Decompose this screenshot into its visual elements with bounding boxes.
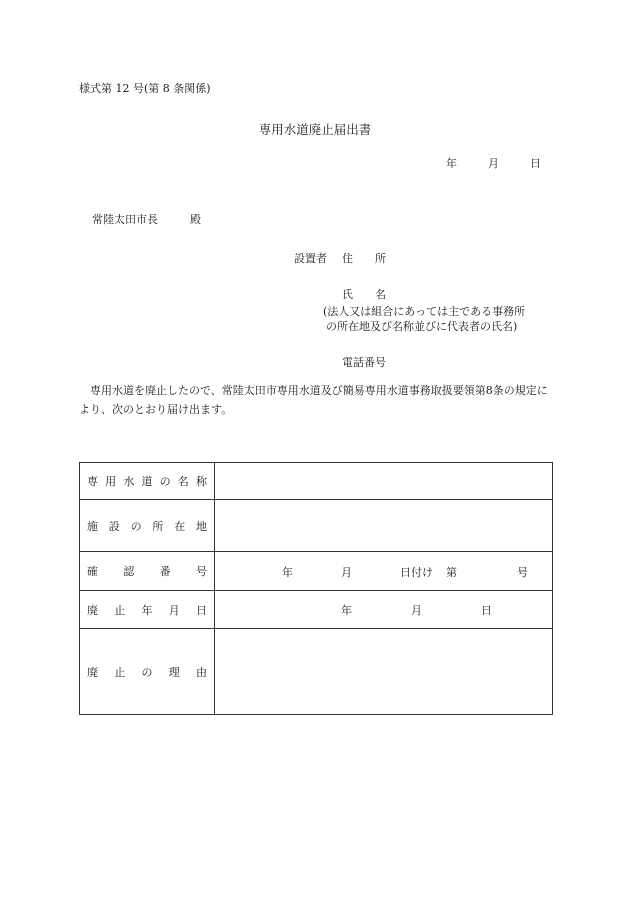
label-char: 年 [141, 603, 153, 617]
label-char: 由 [196, 665, 207, 679]
intro-text: 専用水道を廃止したので、常陸太田市専用水道及び簡易専用水道事務取扱要領第8条の規定により、次のとおり届け出ます。 [79, 384, 548, 416]
applicant-name-note-2: の所在地及び名称並びに代表者の氏名) [326, 320, 518, 333]
abolition-year-label: 年 [341, 604, 352, 617]
label-char: の [141, 665, 153, 679]
applicant-address-label: 住 所 [342, 252, 386, 265]
facility-location-field[interactable] [215, 500, 553, 552]
label-cell [80, 500, 215, 552]
label-char: 止 [114, 665, 126, 679]
label-char: の [159, 475, 171, 488]
label-char: 止 [114, 603, 126, 617]
abolition-month-label: 月 [411, 604, 422, 617]
row-label [87, 602, 207, 618]
label-char: 名 [177, 475, 189, 488]
label-cell [80, 552, 215, 591]
form-number: 様式第 12 号(第 8 条関係) [79, 82, 211, 95]
row-label [87, 664, 207, 680]
label-char: 道 [141, 475, 153, 488]
confirmation-number-field[interactable] [215, 552, 553, 591]
label-char: 番 [159, 565, 171, 578]
table-row [80, 500, 553, 552]
label-cell [80, 591, 215, 629]
date-month-label: 月 [488, 157, 499, 170]
label-char: 廃 [87, 603, 98, 617]
label-char: 設 [108, 519, 120, 533]
label-char: の [130, 519, 142, 533]
confirm-dated-label: 日付け [400, 566, 433, 579]
label-cell [80, 629, 215, 715]
label-char: 在 [174, 519, 186, 533]
label-char: 確 [87, 565, 98, 578]
document-title: 専用水道廃止届出書 [258, 122, 372, 137]
label-char: 称 [195, 475, 207, 488]
table-row [80, 591, 553, 629]
label-cell [80, 463, 215, 500]
submission-date [446, 155, 541, 171]
label-char: 地 [195, 519, 207, 533]
label-char: 用 [105, 475, 117, 488]
addressee-name: 常陸太田市長 [92, 213, 158, 226]
table-row [80, 629, 553, 715]
abolition-date-field[interactable] [215, 591, 553, 629]
addressee-honorific: 殿 [190, 213, 201, 226]
form-table [79, 462, 553, 715]
confirm-dai-label: 第 [446, 566, 457, 579]
label-char: 施 [87, 519, 98, 533]
label-char: 水 [123, 475, 135, 488]
label-char: 月 [168, 603, 180, 617]
confirm-month-label: 月 [341, 566, 352, 579]
applicant-name-label: 氏 名 [342, 288, 386, 301]
abolition-day-label: 日 [481, 604, 492, 617]
label-char: 認 [123, 565, 135, 578]
date-year-label: 年 [446, 157, 457, 170]
row-label [87, 473, 207, 489]
applicant-role-label: 設置者 [294, 252, 327, 265]
applicant-name-note-1: (法人又は組合にあっては主である事務所 [323, 305, 526, 318]
table-row [80, 552, 553, 591]
applicant-phone-label: 電話番号 [342, 356, 386, 369]
label-char: 号 [195, 565, 207, 578]
confirm-go-label: 号 [517, 566, 528, 579]
table-row [80, 463, 553, 500]
date-day-label: 日 [530, 157, 541, 170]
confirm-year-label: 年 [282, 566, 293, 579]
abolition-reason-field[interactable] [215, 629, 553, 715]
label-char: 専 [87, 475, 98, 488]
label-char: 廃 [87, 665, 98, 679]
addressee [92, 211, 201, 227]
label-char: 理 [168, 665, 180, 679]
label-char: 日 [196, 603, 207, 617]
water-supply-name-field[interactable] [215, 463, 553, 500]
row-label [87, 563, 207, 579]
row-label [87, 518, 207, 534]
label-char: 所 [152, 519, 164, 533]
